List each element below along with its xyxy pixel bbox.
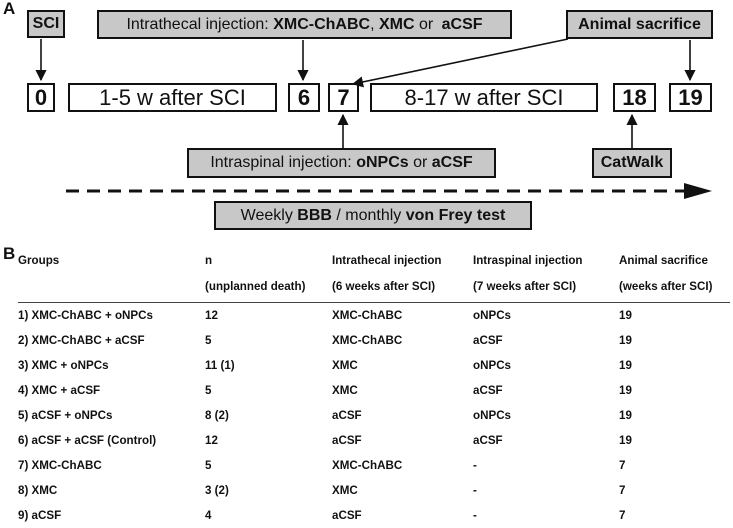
intraspinal-text: Intraspinal injection: <box>210 154 357 171</box>
cell-intraspinal: oNPCs <box>473 309 512 322</box>
cell-sacrifice: 19 <box>619 434 632 447</box>
table-row <box>18 403 730 428</box>
von-frey-label: von Frey test <box>405 206 506 224</box>
intraspinal-option-acsf: aCSF <box>431 154 473 171</box>
table-row <box>18 428 730 453</box>
cell-intraspinal: - <box>473 484 477 497</box>
cell-intraspinal: oNPCs <box>473 409 512 422</box>
cell-intrathecal: XMC <box>332 359 358 372</box>
panel-a-arrows <box>0 0 733 250</box>
intrathecal-option-xmc-chabc: XMC-ChABC <box>273 15 371 33</box>
cell-group: 4) XMC + aCSF <box>18 384 101 397</box>
bbb-label: BBB <box>297 206 332 224</box>
cell-intrathecal: XMC <box>332 384 358 397</box>
cell-intraspinal: - <box>473 459 477 472</box>
cell-group: 3) XMC + oNPCs <box>18 359 109 372</box>
panel-b-letter: B <box>3 244 16 263</box>
cell-intraspinal: aCSF <box>473 334 503 347</box>
timeline-dashed-arrowhead <box>684 183 712 199</box>
header-n-sub: (unplanned death) <box>205 280 306 293</box>
cell-sacrifice: 19 <box>619 384 632 397</box>
cell-n: 5 <box>205 384 212 397</box>
cell-group: 6) aCSF + aCSF (Control) <box>18 434 157 447</box>
cell-group: 7) XMC-ChABC <box>18 459 102 472</box>
header-intraspinal-sub: (7 weeks after SCI) <box>473 280 577 293</box>
cell-sacrifice: 19 <box>619 309 632 322</box>
week-0-label: 0 <box>34 84 48 110</box>
cell-intrathecal: XMC-ChABC <box>332 334 403 347</box>
cell-intraspinal: oNPCs <box>473 359 512 372</box>
table-row <box>18 303 730 328</box>
week-19-label: 19 <box>678 84 703 110</box>
cell-intraspinal: - <box>473 509 477 522</box>
panel-a-letter: A <box>3 0 16 18</box>
table-row <box>18 453 730 478</box>
cell-n: 5 <box>205 459 212 472</box>
cell-sacrifice: 7 <box>619 459 626 472</box>
cell-sacrifice: 19 <box>619 409 632 422</box>
range-1-5-label: 1-5 w after SCI <box>99 84 246 110</box>
arrow-sacrifice-to-week7 <box>353 39 568 84</box>
intrathecal-option-acsf: aCSF <box>441 15 483 33</box>
intrathecal-separator-or: or <box>414 15 438 33</box>
cell-n: 8 (2) <box>205 409 229 422</box>
cell-intrathecal: XMC-ChABC <box>332 309 403 322</box>
cell-n: 4 <box>205 509 212 522</box>
table-row <box>18 503 730 528</box>
catwalk-label: CatWalk <box>600 154 664 171</box>
intrathecal-text: Intrathecal injection: <box>126 15 274 33</box>
week-6-label: 6 <box>297 84 311 110</box>
cell-group: 9) aCSF <box>18 509 62 522</box>
header-sacrifice-sub: (weeks after SCI) <box>619 280 713 293</box>
cell-sacrifice: 7 <box>619 484 626 497</box>
cell-group: 8) XMC <box>18 484 58 497</box>
cell-n: 12 <box>205 309 218 322</box>
group-rows <box>18 303 730 528</box>
table-row <box>18 478 730 503</box>
header-intrathecal: Intrathecal injection <box>332 254 442 267</box>
intraspinal-separator: or <box>408 154 432 171</box>
cell-sacrifice: 19 <box>619 359 632 372</box>
intraspinal-option-onpcs: oNPCs <box>356 154 409 171</box>
sci-label: SCI <box>32 15 60 32</box>
week-7-label: 7 <box>337 84 350 110</box>
cell-group: 1) XMC-ChABC + oNPCs <box>18 309 153 322</box>
table-row <box>18 353 730 378</box>
cell-intrathecal: XMC-ChABC <box>332 459 403 472</box>
header-n: n <box>205 254 213 267</box>
cell-group: 5) aCSF + oNPCs <box>18 409 113 422</box>
header-intraspinal: Intraspinal injection <box>473 254 583 267</box>
cell-n: 11 (1) <box>205 359 235 372</box>
groups-table <box>18 254 730 528</box>
cell-n: 12 <box>205 434 218 447</box>
week-18-label: 18 <box>622 84 647 110</box>
header-sacrifice: Animal sacrifice <box>619 254 708 267</box>
cell-intrathecal: aCSF <box>332 509 362 522</box>
cell-n: 5 <box>205 334 212 347</box>
cell-sacrifice: 19 <box>619 334 632 347</box>
cell-intrathecal: aCSF <box>332 434 362 447</box>
table-row <box>18 378 730 403</box>
cell-intraspinal: aCSF <box>473 384 503 397</box>
weekly-text: Weekly <box>240 206 298 224</box>
cell-n: 3 (2) <box>205 484 229 497</box>
header-intrathecal-sub: (6 weeks after SCI) <box>332 280 436 293</box>
header-groups: Groups <box>18 254 60 267</box>
cell-intrathecal: XMC <box>332 484 358 497</box>
cell-intraspinal: aCSF <box>473 434 503 447</box>
cell-intrathecal: aCSF <box>332 409 362 422</box>
range-8-17-label: 8-17 w after SCI <box>404 84 564 110</box>
animal-sacrifice-label: Animal sacrifice <box>578 15 701 33</box>
intrathecal-option-xmc: XMC <box>378 15 415 33</box>
intrathecal-separator: , <box>370 15 379 33</box>
header-groups-sub <box>18 280 205 303</box>
table-row <box>18 328 730 353</box>
weekly-separator: / monthly <box>331 206 406 224</box>
cell-sacrifice: 7 <box>619 509 626 522</box>
cell-group: 2) XMC-ChABC + aCSF <box>18 334 145 347</box>
